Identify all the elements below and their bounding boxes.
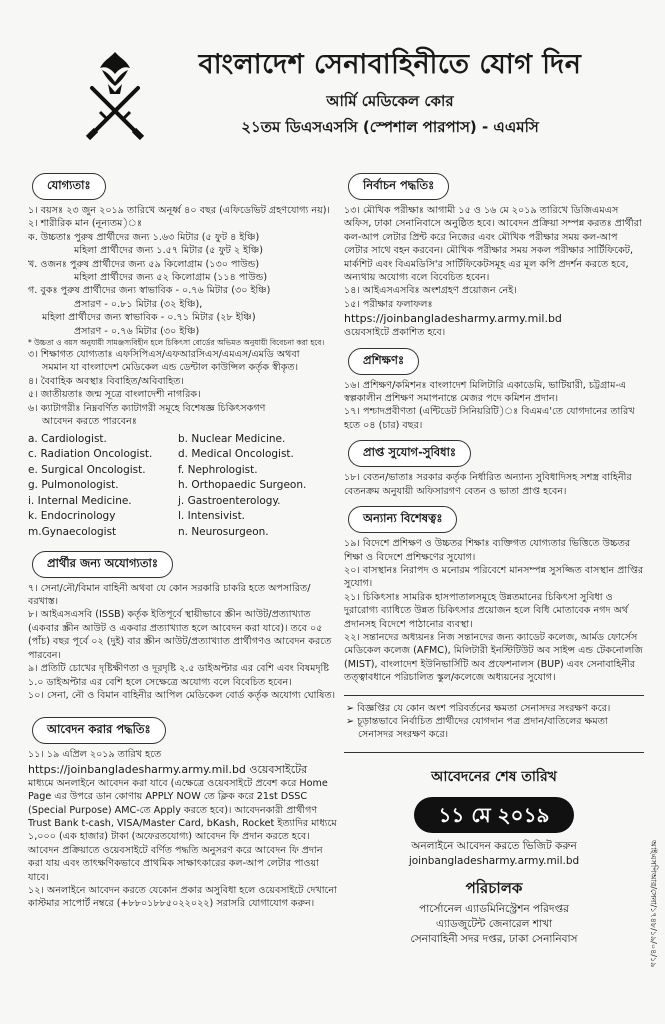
features-line: ১৯। বিদেশে প্রশিক্ষণ ও উচ্চতর শিক্ষাঃ ব্যক্তিগত যোগ্যতার ভিত্তিতে উচ্চতর শিক্ষা ও বিদেশে প্রশিক্ষণের সুযোগ।	[344, 538, 634, 563]
divider	[344, 752, 644, 753]
eligibility-line: ২। শারীরিক মান (নূন্যতম)ঃ	[28, 218, 142, 230]
eligibility-line: মহিলা প্রার্থীদের জন্য স্বাভাবিক - ০.৭১ মিটার (২৮ ইঞ্চি)	[42, 312, 256, 324]
specialty-item: d. Medical Oncologist.	[178, 448, 294, 461]
selection-line: ১৩। মৌখিক পরীক্ষাঃ আগামী ১৫ ও ১৬ মে ২০১৯ তারিখে ডিজিএমএস অফিস, ঢাকা সেনানিবাসে অনুষ্ঠিত হবে। আবেদন প্রক্রিয়া সম্পন্ন করতঃ প্রার্থীরা কল-আপ লেটার প্রিন্ট করে নিজের এবং মৌখিক পরীক্ষার সময় কল-আপ লেটার সাথে বহন করবেন। মৌখিক পরীক্ষার সময় সকল পরীক্ষার সার্টিফিকেট, মার্কশিট এবং বিএমডিসি'র সার্টিফিকেটসমূহ এর মূল কপি প্রদর্শন করতে হবে, অন্যথায় অযোগ্য বলে বিবেচিত হবেন।	[344, 205, 645, 284]
eligibility-line: ৫। জাতীয়তাঃ জন্ম সূত্রে বাংলাদেশী নাগরিক।	[28, 389, 201, 401]
subtitle: আর্মি মেডিকেল কোর	[326, 92, 454, 110]
specialty-item: e. Surgical Oncologist.	[28, 463, 146, 476]
director-line: সেনাবাহিনী সদর দপ্তর, ঢাকা সেনানিবাস	[410, 932, 578, 945]
results-website-link[interactable]: https://joinbangladesharmy.army.mil.bd	[344, 312, 562, 326]
note-item: ➢ চূড়ান্তভাবে নির্বাচিত প্রার্থীদের যোগদান পত্র প্রদান/বাতিলের ক্ষমতা সেনাসদর সংরক্ষণ করে।	[346, 715, 608, 741]
army-emblem-icon	[80, 48, 150, 140]
eligibility-footnote: * উচ্চতা ও বয়স অনুযায়ী সামঞ্জস্যবিহীন হলে চিকিৎসা বোর্ডের অভিমত অনুযায়ী বিবেচনা করা হবে।	[28, 338, 325, 348]
ineligibility-line: ৮। আইএসএসবি (ISSB) কর্তৃক ইতিপূর্বে স্থায়ীভাবে স্ক্রীন আউট/প্রত্যাখ্যাত (একবার স্ক্রীন আউট ও একবার প্রত্যাখ্যাত হলে আবেদন করা যাবে)। তবে ০৫ (পাঁচ) বছর পূর্বে ০২ (দুই) বার স্ক্রীন আউট/প্রত্যাখ্যাত প্রার্থীগণও আবেদন করতে পারবেন।	[28, 609, 335, 661]
director-line: এ্যাডজুটেন্ট জেনারেল শাখা	[435, 917, 553, 930]
ineligibility-line: ১০। সেনা, নৌ ও বিমান বাহিনীর আপিল মেডিকেল বোর্ড কর্তৃক অযোগ্য ঘোষিত।	[28, 689, 336, 701]
apply-heading: আবেদন করার পদ্ধতিঃ	[32, 717, 166, 744]
eligibility-line: গ. বুকঃ পুরুষ প্রার্থীদের জন্য স্বাভাবিক - ০.৭৬ মিটার (৩০ ইঞ্চি)	[28, 285, 271, 297]
specialty-item: f. Nephrologist.	[178, 463, 258, 476]
course-title: ২১তম ডিএসএসসি (স্পেশাল পারপাস) - এএমসি	[241, 118, 539, 136]
eligibility-line: প্রসারণ - ০.৭৬ মিটার (৩০ ইঞ্চি)	[74, 325, 200, 337]
benefits-line: ১৮। বেতন/ভাতাঃ সরকার কর্তৃক নির্ধারিত অন্যান্য সুবিধাদিসহ সশস্ত্র বাহিনীর বেতনক্রম অনুযায়ী অফিসারগণ বেতন ও ভাতা প্রাপ্ত হবেন।	[344, 472, 635, 497]
visit-text: অনলাইনে আবেদন করতে ভিজিট করুন	[411, 839, 577, 852]
training-line: ১৬। প্রশিক্ষণ/কমিশনঃ বাংলাদেশ মিলিটারি একাডেমি, ভাটিয়ারী, চট্টগ্রাম-এ স্বল্পকালীন প্রশিক্ষণ সমাপনান্তে মেজর পদে কমিশন প্রদান।	[344, 379, 630, 405]
features-line: ২০। বাসস্থানঃ নিরাপদ ও মনোরম পরিবেশে মানসম্পন্ন সুসজ্জিত বাসস্থান প্রাপ্তির সুযোগ।	[344, 564, 647, 590]
eligibility-line: ৪। বৈবাহিক অবস্থাঃ বিবাহিত/অবিবাহিত।	[28, 375, 184, 387]
training-heading: প্রশিক্ষণঃ	[348, 348, 419, 375]
right-column	[344, 170, 647, 947]
divider	[344, 695, 644, 696]
eligibility-heading: যোগ্যতাঃ	[32, 173, 106, 200]
deadline-title: আবেদনের শেষ তারিখ	[431, 768, 557, 785]
deadline-date: ১১ মে ২০১৯	[414, 797, 574, 833]
specialty-item: k. Endocrinology	[28, 510, 116, 523]
specialty-item: c. Radiation Oncologist.	[28, 448, 153, 461]
header	[0, 40, 665, 165]
eligibility-line: ক. উচ্চতাঃ পুরুষ প্রার্থীদের জন্য ১.৬৩ মিটার (৫ ফুট ৪ ইঞ্চি)	[28, 231, 260, 243]
eligibility-line: মহিলা প্রার্থীদের জন্য ১.৫৭ মিটার (৫ ফুট ২ ইঞ্চি)	[74, 245, 264, 257]
selection-line: ওয়েবসাইটে প্রকাশিত হবে।	[344, 327, 446, 339]
apply-url-line	[28, 762, 338, 777]
apply-website-link[interactable]: https://joinbangladesharmy.army.mil.bd	[28, 762, 246, 776]
eligibility-line: ৬। ক্যাটাগরীঃ নিম্নবর্ণিত ক্যাটাগরী সমূহে বিশেষজ্ঞ চিকিৎসকগণ	[28, 402, 266, 414]
ineligibility-line: ৯। প্রতিটি চোখের দৃষ্টিক্ষীণতা ও দূরদৃষ্টি ২.৫ ডাইঅপ্টার এর বেশি এবং বিষমদৃষ্টি ১.০ ডাইঅপ্টার এর বেশি হলে সেক্ষেত্রে অযোগ্য বলে বিবেচিত হবেন।	[28, 663, 333, 688]
director-line: পার্সোনেল এ্যাডমিনিস্ট্রেশন পরিদপ্তর	[419, 902, 569, 915]
specialty-item: n. Neurosurgeon.	[178, 526, 269, 539]
specialty-item: h. Orthopaedic Surgeon.	[178, 479, 307, 492]
features-line: ২১। চিকিৎসাঃ সামরিক হাসপাতালসমূহে উন্নতমানের চিকিৎসা সুবিধা ও দুরারোগ্য ব্যাধিতে উন্নত চিকিৎসার প্রয়োজন হলে বিধি মোতাবেক নগদ অর্থ প্রদানসহ বিদেশে পাঠানোর ব্যবস্থা।	[344, 591, 632, 630]
specialty-item: j. Gastroenterology.	[178, 494, 281, 507]
website-link[interactable]: joinbangladesharmy.army.mil.bd	[408, 854, 580, 867]
selection-line: ১৫। পরীক্ষার ফলাফলঃ	[344, 298, 433, 310]
eligibility-line: খ. ওজনঃ পুরুষ প্রার্থীদের জন্য ৫৯ কিলোগ্রাম (১৩০ পাউন্ড)	[28, 258, 260, 270]
benefits-heading: প্রাপ্ত সুযোগ-সুবিধাঃ	[348, 440, 471, 467]
eligibility-line: প্রসারণ - ০.৮১ মিটার (৩২ ইঞ্চি),	[74, 298, 203, 310]
specialty-item: i. Internal Medicine.	[28, 494, 132, 507]
specialty-item: l. Intensivist.	[178, 510, 246, 523]
features-line: ২২। সন্তানদের অধ্যয়নঃ নিজ সন্তানদের জন্য ক্যাডেট কলেজ, আর্মড ফোর্সেস মেডিকেল কলেজ (AFMC), মিলিটারী ইনস্টিটিউট অব সাইন্স এন্ড টেকনোলজি (MIST), বাংলাদেশ ইউনিভার্সিটি অব প্রফেশনালস (BUP) এবং সেনাবাহিনীর তত্ত্বাবধানে পরিচালিত স্কুল/কলেজে অধ্যয়নের সুযোগ।	[344, 631, 646, 684]
left-column	[28, 170, 338, 911]
director-title: পরিচালক	[465, 878, 523, 897]
ineligibility-line: ৭। সেনা/নৌ/বিমান বাহিনী অথবা যে কোন সরকারি চাকরি হতে অপসারিত/বরখাস্ত।	[28, 582, 311, 608]
eligibility-line: সমমান যা বাংলাদেশ মেডিকেল এন্ড ডেন্টাল কাউন্সিল কর্তৃক স্বীকৃত।	[42, 362, 299, 374]
eligibility-line: ১। বয়সঃ ২৩ জুন ২০১৯ তারিখে অনূর্ধ্ব ৪০ বছর (এফিডেভিট গ্রহণযোগ্য নয়)।	[28, 205, 330, 216]
note-item: ➢ বিজ্ঞপ্তির যে কোন অংশ পরিবর্তনের ক্ষমতা সেনাসদর সংরক্ষণ করে।	[346, 702, 611, 714]
specialty-item: m.Gynaecologist	[28, 526, 117, 539]
specialty-list	[28, 433, 338, 540]
apply-line: ১২। অনলাইনে আবেদন করতে যেকোন প্রকার অসুবিধা হলে ওয়েবসাইটে দেখানো কাস্টমার সাপোর্ট নম্বরে (+৮৮০১৮৮৫০২২০২২) সরাসরি যোগাযোগ করুন।	[28, 884, 340, 910]
ineligibility-heading: প্রার্থীর জন্য অযোগ্যতাঃ	[32, 551, 173, 578]
specialty-item: a. Cardiologist.	[28, 432, 107, 445]
apply-line: মাধ্যমে অনলাইনে আবেদন করা যাবে (এক্ষেত্রে ওয়েবসাইটে প্রবেশ করে Home Page এর উপরে ডান কোণায় APPLY NOW তে ক্লিক করে 21st DSSC (Special Purpose) AMC-তে Apply করতে হবে)। আবেদনকারী প্রার্থীগণ Trust Bank t-cash, VISA/Master Card, bKash, Rocket ইত্যাদির মাধ্যমে ১,০০০ (এক হাজার) টাকা (অফেরতযোগ্য) আবেদন ফি প্রদান করতে হবে। আবেদন প্রক্রিয়াতে ওয়েবসাইটে বর্ণিত পদ্ধতি অনুসরণ করে আবেদন ফি প্রদান করা যায় এবং তাৎক্ষণিকভাবে প্রাথমিক সাক্ষাৎকারের কল-আপ লেটার পাওয়া যাবে।	[28, 777, 340, 883]
ispr-code	[649, 840, 659, 1020]
page-title: বাংলাদেশ সেনাবাহিনীতে যোগ দিন	[198, 49, 582, 80]
specialty-item: g. Pulmonologist.	[28, 479, 119, 492]
selection-heading: নির্বাচন পদ্ধতিঃ	[348, 173, 449, 200]
apply-url-suffix: ওয়েবসাইটের	[245, 762, 308, 776]
training-line: ১৭। পশ্চাদপ্রবীণতা (এন্টিডেট সিনিয়রিটি)ঃ বিএমএ'তে যোগদানের তারিখ হতে ০৪ (চার) বছর।	[344, 406, 638, 431]
features-heading: অন্যান্য বিশেষত্বঃ	[348, 506, 457, 533]
ispr-code-text: আইএসপিআর/সেনা/১৭৪৮/১৯/০৪/১৯	[649, 840, 658, 968]
selection-line: ১৪। আইএসএসবিঃ অংশগ্রহণ প্রয়োজন নেই।	[344, 285, 517, 297]
apply-line: ১১। ১৯ এপ্রিল ২০১৯ তারিখ হতে	[28, 749, 162, 761]
eligibility-line: ৩। শিক্ষাগত যোগ্যতাঃ এফসিপিএস/এফআরসিএস/এমএস/এমডি অথবা	[28, 349, 300, 361]
eligibility-line: মহিলা প্রার্থীদের জন্য ৫২ কিলোগ্রাম (১১৪ পাউন্ড)	[74, 272, 268, 284]
eligibility-line: আবেদন করতে পারবেনঃ	[42, 416, 137, 428]
specialty-item: b. Nuclear Medicine.	[178, 432, 286, 445]
